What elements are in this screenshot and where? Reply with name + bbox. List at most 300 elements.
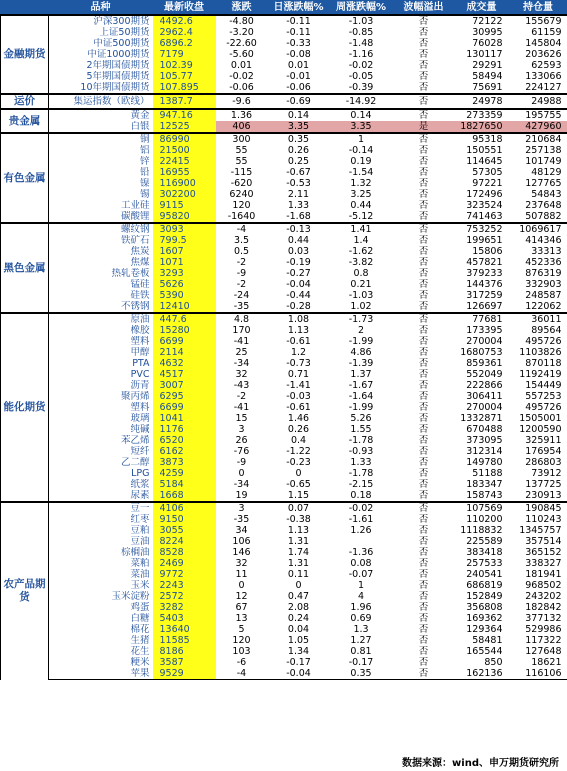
volume-value: 152849: [466, 591, 503, 602]
header-row: [1, 1, 567, 16]
wave-overflow-flag: 否: [393, 133, 455, 145]
volume-value: 317259: [466, 290, 503, 301]
close-price: 8224: [153, 536, 216, 547]
table-row: [1, 502, 567, 514]
weekly-change-pct: -0.05: [348, 71, 374, 82]
weekly-change-pct: -1.62: [348, 246, 374, 257]
daily-change-pct: 1.08: [268, 313, 330, 325]
close-price: 12410: [153, 301, 216, 313]
close-price: 8186: [153, 646, 216, 657]
wave-overflow-flag: 否: [418, 591, 429, 602]
daily-change-pct: 1.33: [287, 200, 310, 211]
change-value: 3: [238, 424, 245, 435]
open-interest-value: 325911: [525, 435, 562, 446]
open-interest-value: 357514: [525, 536, 562, 547]
close-price: 799.5: [153, 235, 216, 246]
variety-name: 粳米: [130, 657, 150, 668]
variety-name: 白糖: [130, 613, 150, 624]
open-interest-value: 54843: [531, 189, 562, 200]
variety-name: 集运指数（欧线）: [49, 94, 153, 109]
category-label: 有色金属: [1, 133, 49, 223]
table-row: [1, 178, 567, 189]
table-row: [1, 301, 567, 313]
weekly-change-pct: 1.26: [350, 525, 372, 536]
wave-overflow-flag: 否: [393, 668, 455, 680]
wave-overflow-flag: 否: [418, 413, 429, 424]
open-interest-value: 1192419: [519, 369, 562, 380]
weekly-change-pct: -1.48: [348, 38, 374, 49]
close-price: 6295: [153, 391, 216, 402]
weekly-change-pct: -0.39: [348, 82, 374, 93]
change-value: 0: [238, 580, 245, 591]
close-price: 21500: [153, 145, 216, 156]
daily-change-pct: 0.47: [287, 591, 310, 602]
daily-change-pct: -0.65: [286, 479, 311, 490]
close-price: 3587: [153, 657, 216, 668]
weekly-change-pct: 0.21: [350, 279, 372, 290]
change-value: -0.06: [229, 82, 254, 93]
table-row: [1, 446, 567, 457]
weekly-change-pct: 0.19: [350, 156, 372, 167]
table-row: [1, 347, 567, 358]
header-volume: 成交量: [455, 1, 509, 16]
volume-value: 373095: [466, 435, 503, 446]
variety-name: 纯碱: [130, 424, 150, 435]
change-value: -24: [233, 290, 250, 301]
volume-value: 172496: [466, 189, 503, 200]
change-value: -43: [233, 380, 250, 391]
open-interest-value: 1345757: [519, 525, 562, 536]
close-price: 5403: [153, 613, 216, 624]
weekly-change-pct: 2: [357, 325, 365, 336]
daily-change-pct: -0.04: [268, 668, 330, 680]
change-value: 6240: [229, 189, 254, 200]
table-row: [1, 668, 567, 680]
volume-value: 741463: [466, 211, 503, 222]
variety-name: 玻璃: [130, 413, 150, 424]
variety-name: 不锈钢: [120, 301, 150, 312]
weekly-change-pct: -1.16: [348, 49, 374, 60]
open-interest-value: 876319: [525, 268, 562, 279]
change-value: -9: [236, 457, 247, 468]
open-interest-value: 210684: [509, 133, 567, 145]
wave-overflow-flag: 否: [418, 279, 429, 290]
header-open-interest: 持仓量: [509, 1, 567, 16]
variety-name: 红枣: [130, 514, 150, 525]
daily-change-pct: 0: [295, 580, 302, 591]
weekly-change-pct: -1.99: [348, 402, 374, 413]
variety-name: 苯乙烯: [120, 435, 150, 446]
table-row: [1, 325, 567, 336]
weekly-change-pct: 0.35: [330, 668, 393, 680]
change-value: -35: [233, 514, 250, 525]
variety-name: 焦煤: [130, 257, 150, 268]
close-price: 2243: [153, 580, 216, 591]
weekly-change-pct: -1.54: [348, 167, 374, 178]
wave-overflow-flag: 否: [418, 145, 429, 156]
daily-change-pct: 0.14: [268, 109, 330, 121]
weekly-change-pct: -0.02: [348, 60, 374, 71]
close-price: 1607: [153, 246, 216, 257]
table-row: [1, 235, 567, 246]
volume-value: 110200: [466, 514, 503, 525]
close-price: 3293: [153, 268, 216, 279]
weekly-change-pct: 4: [357, 591, 365, 602]
close-price: 9150: [153, 514, 216, 525]
weekly-change-pct: 0.81: [350, 646, 372, 657]
weekly-change-pct: 1.02: [350, 301, 372, 312]
change-value: -41: [233, 402, 250, 413]
close-price: 5626: [153, 279, 216, 290]
variety-name: 纸浆: [130, 479, 150, 490]
close-price: 4259: [153, 468, 216, 479]
daily-change-pct: -0.33: [286, 38, 311, 49]
volume-value: 552049: [466, 369, 503, 380]
wave-overflow-flag: 否: [418, 479, 429, 490]
wave-overflow-flag: 否: [393, 502, 455, 514]
wave-overflow-flag: 否: [418, 211, 429, 222]
open-interest-value: 190845: [509, 502, 567, 514]
daily-change-pct: 1.05: [287, 635, 310, 646]
open-interest-value: 1505001: [519, 413, 562, 424]
weekly-change-pct: -5.12: [348, 211, 374, 222]
variety-name: 豆油: [130, 536, 150, 547]
table-row: [1, 402, 567, 413]
close-price: 1387.7: [153, 94, 216, 109]
wave-overflow-flag: 否: [418, 71, 429, 82]
close-price: 5390: [153, 290, 216, 301]
change-value: -34: [233, 479, 250, 490]
table-row: [1, 457, 567, 468]
table-row: [1, 536, 567, 547]
close-price: 447.6: [153, 313, 216, 325]
close-price: 9772: [153, 569, 216, 580]
variety-name: 螺纹钢: [49, 223, 153, 235]
variety-name: 5年期国债期货: [86, 71, 150, 82]
close-price: 5184: [153, 479, 216, 490]
table-row: [1, 424, 567, 435]
daily-change-pct: 0.25: [287, 156, 310, 167]
close-price: 8528: [153, 547, 216, 558]
wave-overflow-flag: 否: [418, 624, 429, 635]
daily-change-pct: 1.13: [287, 325, 310, 336]
change-value: 55: [235, 156, 248, 167]
weekly-change-pct: -3.82: [348, 257, 374, 268]
change-value: 34: [235, 525, 248, 536]
wave-overflow-flag: 否: [418, 613, 429, 624]
table-row: [1, 646, 567, 657]
wave-overflow-flag: 否: [418, 657, 429, 668]
change-value: -9.6: [216, 94, 268, 109]
table-row: [1, 602, 567, 613]
weekly-change-pct: 0.14: [330, 109, 393, 121]
change-value: 5: [238, 624, 245, 635]
volume-value: 126697: [466, 301, 503, 312]
open-interest-value: 127765: [525, 178, 562, 189]
change-value: -34: [233, 358, 250, 369]
volume-value: 107569: [455, 502, 509, 514]
table-row: [1, 657, 567, 668]
table-row: [1, 279, 567, 290]
daily-change-pct: 0.03: [287, 246, 310, 257]
volume-value: 240541: [466, 569, 503, 580]
volume-value: 58481: [472, 635, 503, 646]
table-row: [1, 380, 567, 391]
open-interest-value: 427960: [509, 121, 567, 133]
change-value: 55: [235, 145, 248, 156]
close-price: 4632: [153, 358, 216, 369]
weekly-change-pct: 0.8: [353, 268, 369, 279]
weekly-change-pct: -0.14: [348, 145, 374, 156]
close-price: 3873: [153, 457, 216, 468]
open-interest-value: 195755: [509, 109, 567, 121]
weekly-change-pct: 0.44: [350, 200, 372, 211]
table-body: [1, 15, 567, 680]
open-interest-value: 36011: [509, 313, 567, 325]
volume-value: 1827650: [455, 121, 509, 133]
wave-overflow-flag: 否: [418, 468, 429, 479]
weekly-change-pct: -1.67: [348, 380, 374, 391]
close-price: 16955: [153, 167, 216, 178]
open-interest-value: 62593: [531, 60, 562, 71]
close-price: 86990: [153, 133, 216, 145]
weekly-change-pct: -1.36: [348, 547, 374, 558]
volume-value: 130117: [466, 49, 503, 60]
change-value: 15: [235, 413, 248, 424]
wave-overflow-flag: 否: [418, 189, 429, 200]
volume-value: 323524: [466, 200, 503, 211]
change-value: -3.20: [229, 27, 254, 38]
table-row: [1, 290, 567, 301]
change-value: -2: [236, 279, 247, 290]
wave-overflow-flag: 否: [418, 435, 429, 446]
variety-name: PTA: [132, 358, 150, 369]
close-price: 11585: [153, 635, 216, 646]
wave-overflow-flag: 否: [418, 156, 429, 167]
table-row: [1, 145, 567, 156]
open-interest-value: 257138: [525, 145, 562, 156]
close-price: 9115: [153, 200, 216, 211]
daily-change-pct: -0.53: [286, 178, 311, 189]
variety-name: 中证500期货: [93, 38, 150, 49]
wave-overflow-flag: 否: [418, 602, 429, 613]
close-price: 9529: [153, 668, 216, 680]
weekly-change-pct: 1: [330, 133, 393, 145]
close-price: 302200: [153, 189, 216, 200]
volume-value: 686819: [466, 580, 503, 591]
close-price: 6162: [153, 446, 216, 457]
weekly-change-pct: 1.96: [350, 602, 372, 613]
weekly-change-pct: 1: [357, 580, 365, 591]
weekly-change-pct: -1.39: [348, 358, 374, 369]
wave-overflow-flag: 否: [418, 167, 429, 178]
weekly-change-pct: 0.69: [350, 613, 372, 624]
header-wave-overflow: 波幅溢出: [393, 1, 455, 16]
volume-value: 1118832: [460, 525, 503, 536]
open-interest-value: 1103826: [519, 347, 562, 358]
volume-value: 183347: [466, 479, 503, 490]
close-price: 102.39: [153, 60, 216, 71]
volume-value: 222866: [466, 380, 503, 391]
table-row: [1, 391, 567, 402]
table-row: [1, 15, 567, 27]
daily-change-pct: -0.67: [286, 167, 311, 178]
daily-change-pct: -0.19: [286, 257, 311, 268]
close-price: 116900: [153, 178, 216, 189]
daily-change-pct: 1.46: [287, 413, 310, 424]
change-value: 26: [235, 435, 248, 446]
open-interest-value: 127648: [525, 646, 562, 657]
daily-change-pct: -0.11: [286, 27, 311, 38]
open-interest-value: 182842: [525, 602, 562, 613]
variety-name: 短纤: [130, 446, 150, 457]
daily-change-pct: 0.71: [287, 369, 310, 380]
volume-value: 312314: [466, 446, 503, 457]
table-row: [1, 558, 567, 569]
change-value: 12: [235, 591, 248, 602]
volume-value: 257533: [466, 558, 503, 569]
weekly-change-pct: 5.26: [350, 413, 372, 424]
open-interest-value: 154449: [525, 380, 562, 391]
category-label: 贵金属: [1, 109, 49, 133]
variety-name: LPG: [131, 468, 150, 479]
daily-change-pct: -0.38: [286, 514, 311, 525]
daily-change-pct: -0.69: [268, 94, 330, 109]
daily-change-pct: 0.24: [287, 613, 310, 624]
change-value: 106: [232, 536, 251, 547]
weekly-change-pct: -0.93: [348, 446, 374, 457]
weekly-change-pct: [330, 536, 393, 547]
table-row: [1, 223, 567, 235]
wave-overflow-flag: 否: [418, 246, 429, 257]
variety-name: 碳酸锂: [120, 211, 150, 222]
open-interest-value: 110243: [525, 514, 562, 525]
wave-overflow-flag: 否: [418, 49, 429, 60]
wave-overflow-flag: 否: [418, 200, 429, 211]
daily-change-pct: -0.61: [286, 402, 311, 413]
table-row: [1, 200, 567, 211]
daily-change-pct: -0.44: [286, 290, 311, 301]
table-row: [1, 313, 567, 325]
category-label: 金融期货: [1, 15, 49, 94]
wave-overflow-flag: 否: [418, 424, 429, 435]
open-interest-value: 529986: [525, 624, 562, 635]
close-price: 13640: [153, 624, 216, 635]
close-price: 22415: [153, 156, 216, 167]
weekly-change-pct: 1.4: [353, 235, 369, 246]
weekly-change-pct: -1.78: [348, 435, 374, 446]
volume-value: 379233: [466, 268, 503, 279]
volume-value: 158743: [466, 490, 503, 501]
open-interest-value: 243202: [525, 591, 562, 602]
change-value: 0: [238, 468, 245, 479]
open-interest-value: 24988: [509, 94, 567, 109]
volume-value: 114645: [466, 156, 503, 167]
variety-name: 沥青: [130, 380, 150, 391]
table-row: [1, 268, 567, 279]
change-value: -0.02: [229, 71, 254, 82]
volume-value: 199651: [466, 235, 503, 246]
open-interest-value: 230913: [525, 490, 562, 501]
open-interest-value: 968502: [525, 580, 562, 591]
daily-change-pct: -1.22: [286, 446, 311, 457]
daily-change-pct: -0.01: [286, 71, 311, 82]
volume-value: 270004: [466, 336, 503, 347]
close-price: 3007: [153, 380, 216, 391]
wave-overflow-flag: 否: [418, 525, 429, 536]
daily-change-pct: 0.4: [290, 435, 307, 446]
daily-change-pct: 0.11: [287, 569, 310, 580]
close-price: 95820: [153, 211, 216, 223]
daily-change-pct: 0.44: [287, 235, 310, 246]
table-row: [1, 435, 567, 446]
variety-name: 原油: [49, 313, 153, 325]
volume-value: 859361: [466, 358, 503, 369]
daily-change-pct: -0.03: [286, 391, 311, 402]
weekly-change-pct: 1.33: [350, 457, 372, 468]
volume-value: 30995: [472, 27, 503, 38]
table-row: [1, 369, 567, 380]
change-value: 300: [216, 133, 268, 145]
volume-value: 149780: [466, 457, 503, 468]
daily-change-pct: 0.01: [287, 60, 310, 71]
table-row: [1, 635, 567, 646]
variety-name: PVC: [130, 369, 150, 380]
table-row: [1, 413, 567, 424]
volume-value: 225589: [466, 536, 503, 547]
wave-overflow-flag: 否: [418, 402, 429, 413]
open-interest-value: 137725: [525, 479, 562, 490]
change-value: 32: [235, 558, 248, 569]
volume-value: 306411: [466, 391, 503, 402]
wave-overflow-flag: 否: [418, 457, 429, 468]
variety-name: 玉米: [130, 580, 150, 591]
daily-change-pct: 1.74: [287, 547, 310, 558]
category-label: 运价: [1, 94, 49, 109]
table-row: [1, 490, 567, 502]
close-price: 12525: [153, 121, 216, 133]
change-value: 3.5: [233, 235, 250, 246]
table-row: [1, 580, 567, 591]
variety-name: 铝: [139, 145, 150, 156]
wave-overflow-flag: 否: [418, 580, 429, 591]
daily-change-pct: 1.2: [290, 347, 307, 358]
table-row: [1, 121, 567, 133]
weekly-change-pct: 0.08: [350, 558, 372, 569]
volume-value: 1680753: [460, 347, 503, 358]
open-interest-value: 181941: [525, 569, 562, 580]
wave-overflow-flag: 否: [418, 369, 429, 380]
change-value: -9: [236, 268, 247, 279]
close-price: 15280: [153, 325, 216, 336]
variety-name: 热轧卷板: [111, 268, 150, 279]
variety-name: 豆一: [49, 502, 153, 514]
change-value: -620: [230, 178, 253, 189]
table-row: [1, 94, 567, 109]
wave-overflow-flag: 否: [418, 82, 429, 93]
table-row: [1, 525, 567, 536]
volume-value: 129364: [466, 624, 503, 635]
close-price: 1668: [153, 490, 216, 502]
table-row: [1, 569, 567, 580]
table-row: [1, 189, 567, 200]
daily-change-pct: -0.27: [286, 268, 311, 279]
daily-change-pct: 1.13: [287, 525, 310, 536]
variety-name: 10年期国债期货: [80, 82, 150, 93]
weekly-change-pct: 1.3: [353, 624, 369, 635]
volume-value: 29291: [472, 60, 503, 71]
daily-change-pct: 0: [295, 468, 302, 479]
